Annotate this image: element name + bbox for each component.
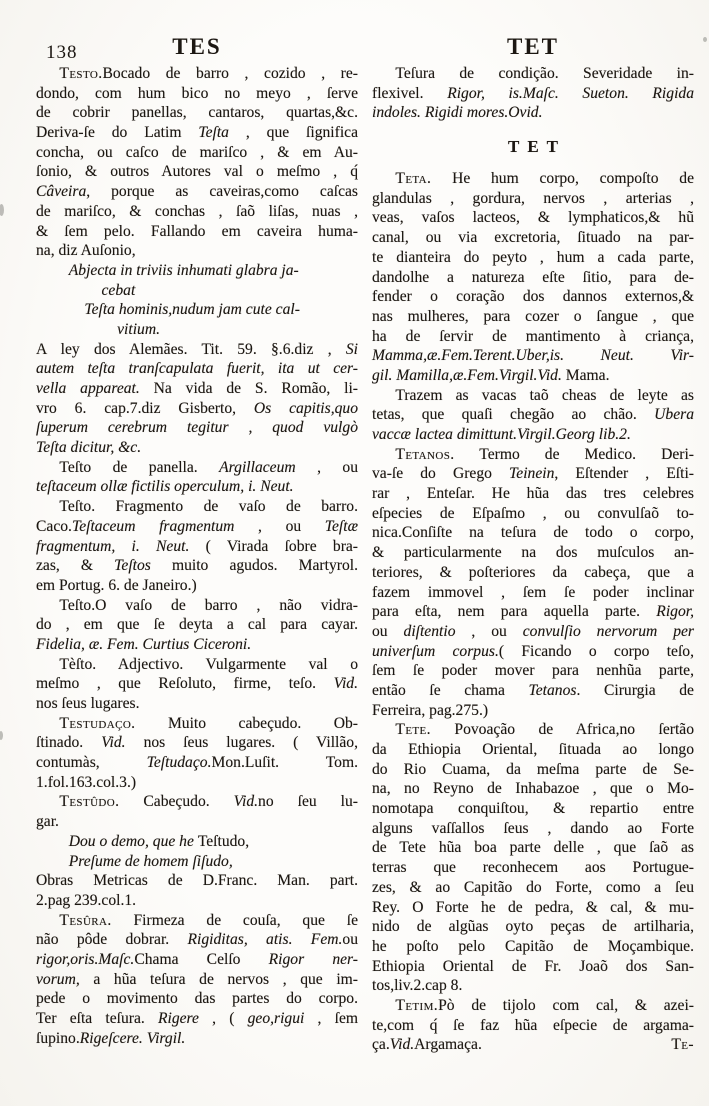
text-run: Na vida de S. Romão, li-: [139, 380, 358, 397]
text-run: nos ſeus lugares.: [36, 695, 140, 712]
text-run: Argillaceum: [219, 458, 296, 476]
text-line: [372, 720, 694, 740]
text-line: [36, 103, 358, 123]
text-run: Teſto. Fragmento de vaſo de barro.: [59, 498, 358, 516]
text-run: teſtaceum ollæ fictilis operculum, i. Neut.: [36, 478, 294, 496]
text-line: [36, 832, 358, 852]
text-line: [372, 583, 694, 603]
text-run: na, diz Auſonio,: [36, 242, 136, 260]
text-run: te dianteira do peyto , hum a cada parte,: [372, 248, 694, 266]
text-run: Mamma,æ.Fem.Terent.Uber,is. Neut. Vir-: [372, 347, 694, 365]
text-run: Teſta: [198, 124, 229, 142]
text-line: [372, 602, 694, 622]
text-run: Termo de Medico. Deri-: [454, 445, 694, 463]
text-run: fragmentum, i. Neut.: [36, 537, 190, 555]
text-line: [372, 208, 694, 228]
text-line: [372, 327, 694, 347]
text-line: [36, 556, 358, 576]
text-run: alguns vaſſallos ſeus , dando ao Forte: [372, 819, 694, 837]
text-line: [372, 838, 694, 858]
text-line: [372, 543, 694, 563]
text-run: . Cirurgia de: [576, 681, 694, 699]
text-run: TET: [507, 137, 567, 157]
text-line: [372, 386, 694, 406]
text-line: [372, 563, 694, 583]
text-line: [36, 911, 358, 931]
text-run: gil. Mamilla,æ.Fem.Virgil.Vid.: [372, 366, 562, 384]
text-run: , ſem: [304, 1010, 358, 1027]
text-run: & particularmente na dos muſculos an-: [372, 544, 694, 562]
text-run: , ou: [234, 517, 325, 535]
text-run: convulſio nervorum per: [522, 622, 695, 640]
text-run: vitium.: [117, 320, 160, 338]
text-run: Deriva-ſe do Latim: [36, 124, 199, 142]
text-line: [372, 103, 694, 123]
text-line: [36, 852, 358, 872]
text-line: [36, 970, 358, 990]
text-run: Teſura de condição. Severidade in-: [395, 65, 694, 82]
text-line: [36, 674, 358, 694]
text-run: nos ſeus lugares. ( Villão,: [125, 734, 358, 752]
text-run: contumàs,: [36, 754, 147, 772]
text-run: diſtentio: [403, 622, 456, 640]
text-line: [36, 64, 358, 84]
text-line: [372, 701, 694, 721]
text-line: [372, 642, 694, 662]
text-run: nomotapa conquiſtou, & repartio entre: [372, 800, 694, 818]
text-line: [36, 537, 358, 557]
text-line: [372, 858, 694, 878]
text-run: , Eſtender , Eſti-: [554, 465, 694, 483]
text-line: [372, 169, 694, 189]
text-line: [372, 268, 694, 288]
text-line: [36, 733, 358, 753]
text-run: terras que reconhecem aos Portugue-: [372, 859, 694, 877]
text-line: [372, 523, 694, 543]
text-run: vro 6. cap.7.diz Gisberto,: [36, 399, 254, 417]
text-run: Caco.: [36, 517, 72, 535]
left-column: [36, 64, 358, 1048]
spacer: [372, 123, 694, 135]
text-run: Obras Metricas de D.Franc. Man. part.: [36, 872, 358, 890]
text-run: concha, ou caſco de mariſco , & em Au-: [36, 143, 358, 161]
text-run: Rigeſcere. Virgil.: [79, 1029, 186, 1047]
text-line: [372, 661, 694, 681]
text-line: [36, 241, 358, 261]
text-line: [36, 635, 358, 655]
text-line: [36, 871, 358, 891]
text-line: [372, 898, 694, 918]
text-line: [372, 248, 694, 268]
page-number: 138: [46, 42, 78, 63]
text-run: Chama Celſo: [134, 950, 269, 968]
text-line: [36, 182, 358, 202]
text-run: Vid.: [233, 793, 259, 811]
text-line: [36, 477, 358, 497]
text-run: A ley dos Alemães. Tit. 59. §.6.diz ,: [36, 340, 346, 358]
text-line: [36, 281, 358, 301]
text-run: Vid.: [389, 1036, 415, 1054]
text-line: [36, 438, 358, 458]
text-line: [372, 366, 694, 386]
text-line: [36, 359, 358, 379]
headword: Tesûra.: [59, 911, 112, 929]
text-run: de cobrir panellas, cantaros, quartas,&c.: [36, 104, 358, 122]
text-run: em Portug. 6. de Janeiro.): [36, 576, 197, 594]
headword: Teta.: [395, 170, 432, 188]
headword: Testudaço.: [59, 714, 136, 732]
text-run: ſonio, & outros Autores val o meſmo , q́: [36, 163, 358, 181]
text-run: & ſem pelo. Fallando em caveira huma-: [36, 222, 358, 240]
scan-artifact: [0, 204, 4, 216]
text-run: Teſtudaço.: [146, 754, 212, 772]
text-run: ha de ſervir de mantimento à criança,: [372, 327, 694, 345]
text-run: Cabeçudo.: [119, 793, 234, 811]
text-line: [372, 405, 694, 425]
text-run: Teſtos: [114, 557, 151, 575]
text-run: He hum corpo, compoſto de: [431, 170, 694, 188]
running-head-right: TET: [506, 34, 560, 59]
text-run: Teſtudo,: [197, 832, 250, 850]
headword: Tete.: [395, 721, 431, 739]
text-run: Muito cabeçudo. Ob-: [135, 714, 358, 732]
text-line: [36, 143, 358, 163]
text-run: a hũa teſura de nervos , que im-: [79, 970, 358, 988]
text-run: Rigere: [157, 1010, 199, 1027]
text-line: [36, 812, 358, 832]
text-run: Ter eſta teſura.: [36, 1010, 158, 1027]
text-run: univerſum corpus.: [372, 642, 499, 660]
text-run: Teſta dicitur, &c.: [36, 439, 142, 457]
text-run: do Rio Cuama, da meſma parte de Se-: [372, 760, 694, 778]
text-line: [372, 740, 694, 760]
text-line: [36, 714, 358, 734]
text-run: nido de algũas oyto peças de artilharia,: [372, 918, 694, 936]
text-line: [372, 937, 694, 957]
text-run: vorum,: [36, 970, 80, 988]
text-run: ( Virada ſobre bra-: [189, 537, 358, 555]
text-run: zes, & ao Capitão do Forte, como a ſeu: [372, 878, 694, 896]
text-run: meſmo , que Reſoluto, firme, teſo.: [36, 675, 334, 693]
text-line: [36, 379, 358, 399]
text-run: ſtinado.: [36, 734, 102, 752]
text-line: [372, 464, 694, 484]
text-run: indoles. Rigidi mores.Ovid.: [372, 104, 543, 122]
text-run: Si: [345, 340, 358, 358]
headword: Tetim.: [395, 996, 439, 1014]
text-run: não pôde dobrar.: [36, 931, 188, 949]
text-run: , ou: [295, 458, 359, 476]
headword: Testûdo.: [59, 793, 120, 811]
text-run: Argamaça.: [414, 1036, 482, 1054]
text-run: de mariſco, & conchas , ſaõ liſas, nuas ,: [36, 202, 358, 220]
text-run: vella appareat.: [36, 380, 140, 397]
text-line: [372, 779, 694, 799]
text-run: 1.fol.163.col.3.): [36, 773, 137, 791]
text-line: [372, 1035, 694, 1055]
text-line: [36, 202, 358, 222]
text-line: [372, 760, 694, 780]
text-line: [372, 228, 694, 248]
text-run: Rigor, is.Maſc. Sueton. Rigida: [447, 84, 694, 102]
text-run: tetas, que quaſi chegão ao chão.: [372, 406, 655, 424]
text-run: Ferreira, pag.275.): [372, 701, 489, 719]
text-run: Rey. O Forte he de pedra, & cal, & mu-: [372, 898, 694, 916]
text-run: Pò de tijolo com cal, & azei-: [438, 996, 694, 1014]
text-run: Fidelia, æ. Fem. Curtius Ciceroni.: [36, 635, 252, 653]
text-line: [372, 819, 694, 839]
text-run: rigor,oris.Maſc.: [36, 950, 135, 968]
text-run: nas mulheres, para cozer o ſangue , que: [372, 307, 694, 325]
text-run: pede o movimento das partes do corpo.: [36, 990, 358, 1008]
text-line: [36, 694, 358, 714]
text-run: autem teſta tranſcapulata fuerit, ita ut cer-: [36, 360, 358, 378]
text-run: nica.Conſiſte na teſura de todo o corpo,: [372, 524, 694, 542]
text-line: [36, 792, 358, 812]
text-line: [36, 320, 358, 340]
text-run: Teſtaceum fragmentum: [71, 517, 235, 535]
text-run: ou: [372, 622, 404, 640]
text-run: Povoação de Africa,no ſertão: [430, 721, 694, 739]
text-run: Tèſto. Adjectivo. Vulgarmente val o: [59, 655, 358, 673]
text-run: Mon.Luſit. Tom.: [211, 754, 359, 772]
text-line: [36, 1009, 358, 1029]
text-line: [36, 773, 358, 793]
text-run: de Tete hũa boa parte delle , que ſaõ as: [372, 839, 694, 857]
text-run: Rigiditas, atis. Fem.: [187, 931, 343, 949]
text-run: gar.: [36, 813, 59, 831]
text-line: [372, 307, 694, 327]
text-run: he poſto pelo Capitão de Moçambique.: [372, 937, 694, 955]
text-run: Abjecta in triviis inhumati glabra ja-: [68, 261, 299, 279]
text-line: [372, 484, 694, 504]
text-run: zas, &: [36, 557, 115, 575]
text-line: [372, 917, 694, 937]
text-run: Tetanos: [528, 681, 577, 699]
text-line: [36, 950, 358, 970]
text-run: ſem ſe poder mover para nenhũa parte,: [372, 662, 694, 680]
text-line: [36, 517, 358, 537]
text-run: Mama.: [561, 366, 610, 384]
text-run: Ubera: [654, 406, 694, 424]
text-line: [36, 300, 358, 320]
text-line: [372, 976, 694, 996]
text-line: [372, 957, 694, 977]
text-line: [36, 615, 358, 635]
text-run: tos,liv.2.cap 8.: [372, 977, 463, 995]
text-run: Dou o demo, que he: [68, 832, 198, 850]
text-run: Câveira: [36, 183, 87, 201]
text-line: [372, 64, 694, 84]
text-run: ( Ficando o corpo teſo,: [498, 642, 694, 660]
text-line: [36, 162, 358, 182]
text-run: geo,rigui: [247, 1010, 305, 1027]
text-line: [36, 753, 358, 773]
text-line: [36, 123, 358, 143]
text-run: muito agudos. Martyrol.: [150, 557, 358, 575]
right-column: [372, 64, 694, 1055]
text-run: ou: [342, 931, 358, 949]
text-line: [372, 425, 694, 445]
text-run: da Ethiopia Oriental, ſituada ao longo: [372, 741, 694, 758]
headword: Testo.: [59, 65, 103, 82]
text-run: ſupino.: [36, 1029, 80, 1047]
text-line: [36, 891, 358, 911]
text-run: Os capitis,quo: [253, 399, 358, 417]
text-line: [36, 1029, 358, 1049]
text-run: Preſume de homem ſiſudo,: [68, 852, 233, 870]
text-run: eſpecies de Eſpaſmo , ou convulſaõ to-: [372, 504, 694, 522]
text-run: para eſta, nem para aquella parte.: [372, 603, 657, 621]
text-line: [36, 497, 358, 517]
spacer: [372, 159, 694, 169]
text-line: [36, 458, 358, 478]
text-line: [36, 576, 358, 596]
text-run: Firmeza de couſa, que ſe: [111, 911, 358, 929]
scan-artifact: [0, 731, 3, 740]
text-line: [36, 84, 358, 104]
text-run: va-ſe do Grego: [372, 465, 510, 483]
text-run: veas, vaſos lacteos, & lymphaticos,& hũ: [372, 209, 694, 227]
text-run: dandolhe a natureza eſte ſitio, para de-: [372, 268, 694, 286]
text-run: te,com q́ ſe faz hũa eſpecie de argama-: [372, 1016, 694, 1034]
section-heading: [372, 135, 694, 159]
text-line: [372, 504, 694, 524]
text-run: Trazem as vacas taõ cheas de leyte as: [395, 386, 694, 404]
text-run: vaccæ lactea dimittunt.Virgil.Georg lib.2.: [372, 426, 631, 443]
text-run: Vid.: [333, 675, 358, 693]
text-run: na, no Reyno de Inhabazoe , que o Mo-: [372, 780, 694, 798]
text-run: Teſtæ: [324, 517, 358, 535]
text-line: [372, 996, 694, 1016]
text-run: Ethiopia Oriental de Fr. Joaõ dos San-: [372, 957, 694, 975]
text-line: [372, 878, 694, 898]
text-line: [372, 622, 694, 642]
text-run: flexivel.: [372, 84, 448, 102]
text-run: Teſta hominis,nudum jam cute cal-: [84, 301, 300, 319]
text-line: [36, 655, 358, 675]
text-run: Rigor,: [656, 603, 694, 621]
text-run: Teſto de panella.: [59, 458, 220, 476]
text-line: [372, 287, 694, 307]
text-line: [372, 189, 694, 209]
text-line: [36, 340, 358, 360]
text-run: Vid.: [101, 734, 126, 752]
text-run: , (: [198, 1010, 248, 1027]
text-run: ſuperum cerebrum tegitur , quod vulgò: [36, 419, 358, 437]
text-run: então ſe chama: [372, 681, 529, 699]
text-run: Bocado de barro , cozido , re-: [102, 65, 358, 82]
text-run: 2.pag 239.col.1.: [36, 891, 137, 909]
text-line: [372, 84, 694, 104]
text-run: , ou: [455, 622, 523, 640]
text-line: [36, 989, 358, 1009]
text-run: teriores, & poſteriores da cabeça, que a: [372, 563, 694, 581]
text-run: , que ſignifica: [228, 124, 358, 142]
text-line: [36, 222, 358, 242]
running-head-left: TES: [172, 34, 222, 59]
text-run: fender o coração dos dannos externos,&: [372, 288, 694, 306]
text-run: , porque as caveiras,como caſcas: [86, 183, 358, 201]
text-run: Rigor ner-: [268, 950, 358, 968]
text-run: fazem immovel , ſem ſe poder inclinar: [372, 583, 694, 601]
headword: Tetanos.: [395, 445, 455, 463]
text-line: [372, 445, 694, 465]
text-run: Teſto.O vaſo de barro , não vidra-: [59, 596, 358, 614]
text-line: [372, 1016, 694, 1036]
text-line: [36, 399, 358, 419]
text-run: cebat: [101, 281, 136, 299]
text-line: [36, 418, 358, 438]
text-line: [36, 930, 358, 950]
text-run: ça.: [372, 1036, 390, 1054]
text-line: [372, 799, 694, 819]
text-run: do , em que ſe deyta a cal para cayar.: [36, 616, 358, 634]
text-run: glandulas , gordura, nervos , arterias ,: [372, 189, 694, 207]
text-run: no ſeu lu-: [258, 793, 358, 811]
scan-artifact: [703, 37, 707, 42]
text-run: canal, ou via excretoria, ſituado na par-: [372, 229, 694, 247]
catchword: Te-: [671, 1036, 694, 1054]
text-line: [372, 681, 694, 701]
text-line: [36, 261, 358, 281]
text-line: [36, 596, 358, 616]
text-run: Teinein: [509, 465, 555, 483]
text-run: dondo, com hum bico no meyo , ſerve: [36, 84, 358, 102]
text-run: rar , Enteſar. He hũa das tres celebres: [372, 485, 694, 503]
text-line: [372, 346, 694, 366]
